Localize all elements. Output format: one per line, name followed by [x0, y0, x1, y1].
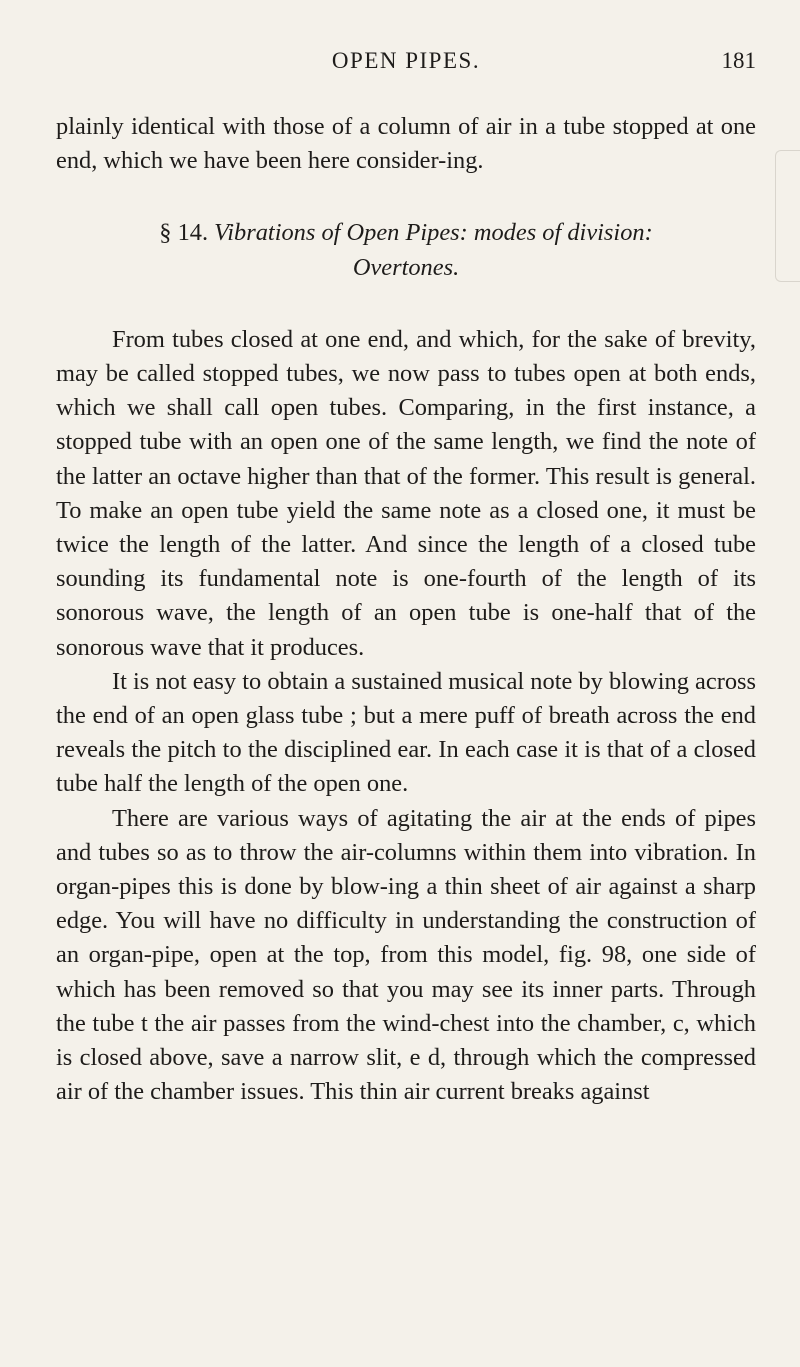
page-edge-mark [775, 150, 800, 282]
section-title-part-2: Overtones. [352, 253, 460, 281]
page-number: 181 [721, 48, 756, 73]
paragraph: It is not easy to obtain a sustained musical note by blowing across the end of an open glass tube ; but a mere puff of breath across the end reveals the pitch to the disciplined ear. In each case it is that of a closed tube half the length of the open one. [56, 667, 756, 798]
page-header [56, 48, 756, 88]
paragraph-continued: plainly identical with those of a column of air in a tube stopped at one end, which we have been here consider-ing. [56, 113, 756, 175]
paragraph: From tubes closed at one end, and which, for the sake of brevity, may be called stopped tubes, we now pass to tubes open at both ends, which we shall call open tubes. Comparing, in the first instance, a stopped tube with an open one of the same length, we find the note of the latter an octave higher than that of the former. This result is general. To make an open tube yield the same note as a closed one, it must be twice the length of the latter. And since the length of a closed tube sounding its fundamental note is one-fourth of the length of its sonorous wave, the length of an open tube is one-half that of the sonorous wave that it produces. [56, 325, 756, 661]
section-number: § 14. [159, 219, 209, 247]
body-text [56, 110, 756, 1109]
section-heading [56, 216, 756, 284]
section-title-part-1: Vibrations of Open Pipes: modes of division: [214, 219, 653, 247]
running-head: OPEN PIPES. [331, 48, 481, 73]
paragraph: There are various ways of agitating the air at the ends of pipes and tubes so as to throw the air-columns within them into vibration. In organ-pipes this is done by blow-ing a thin sheet of air against a sharp edge. You will have no difficulty in understanding the construction of an organ-pipe, open at the top, from this model, fig. 98, one side of which has been removed so that you may see its inner parts. Through the tube t the air passes from the wind-chest into the chamber, c, which is closed above, save a narrow slit, e d, through which the compressed air of the chamber issues. This thin air current breaks against [56, 804, 756, 1106]
section-heading-line-1 [56, 216, 756, 250]
